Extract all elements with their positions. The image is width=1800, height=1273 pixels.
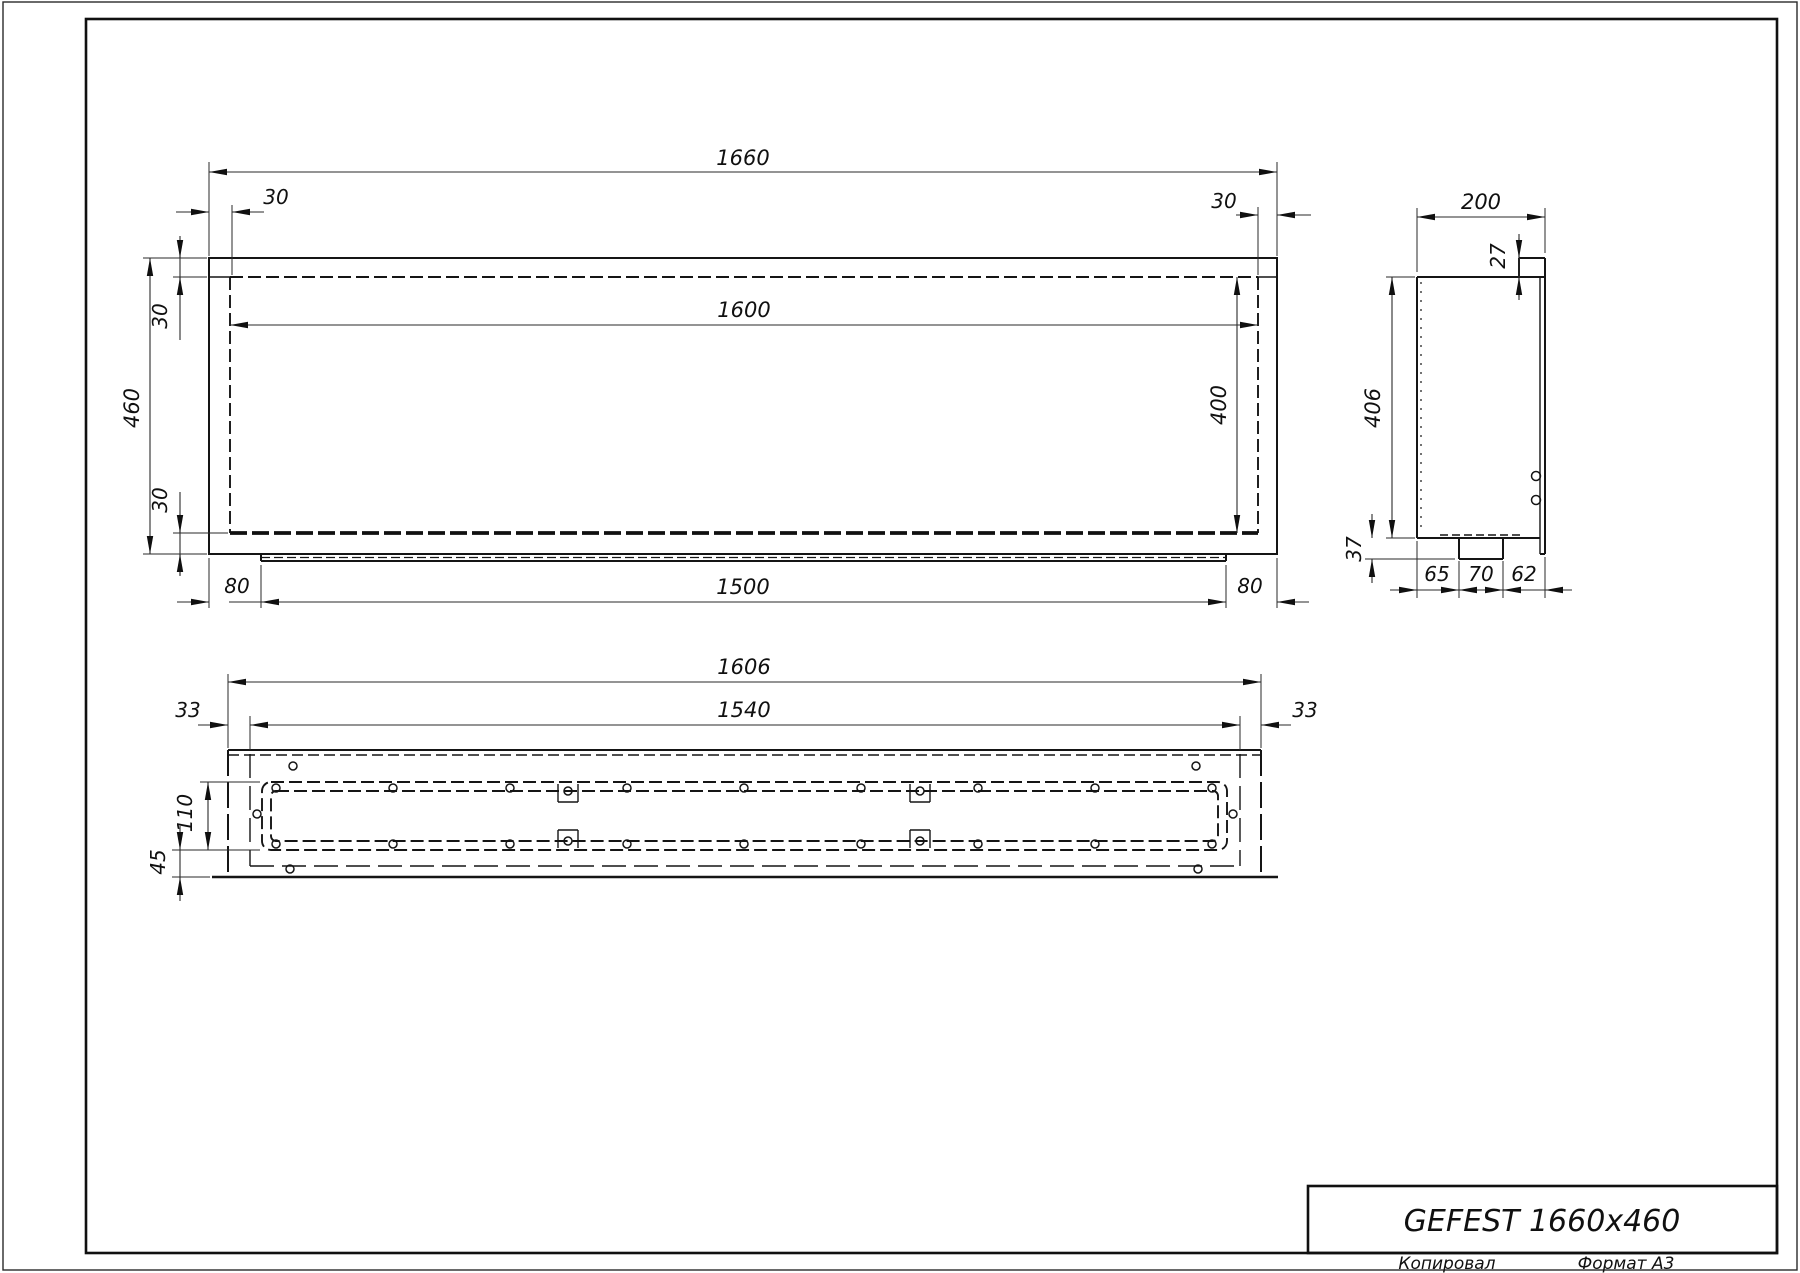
side-view — [1417, 258, 1545, 559]
dim-side-depth: 200 — [1460, 190, 1502, 214]
dim-plan-total-width: 1606 — [717, 655, 771, 679]
dim-front-bottom-slot: 1500 — [716, 575, 770, 599]
plan-view-dimensions — [146, 655, 1318, 901]
dim-front-total-width: 1660 — [716, 146, 770, 170]
slot-pocket-bottom-right — [910, 830, 930, 848]
slot-pocket-top-right — [910, 784, 930, 802]
dim-side-foot-right: 62 — [1511, 562, 1537, 586]
side-view-dimensions — [1342, 190, 1572, 598]
dim-front-total-height: 460 — [120, 387, 144, 429]
dim-side-foot-width: 70 — [1468, 562, 1494, 586]
dim-plan-margin-right: 33 — [1292, 698, 1318, 722]
corner-holes — [253, 762, 1237, 873]
title-block — [1308, 1186, 1777, 1253]
dim-side-foot-height: 37 — [1342, 536, 1366, 562]
front-view-dimensions — [120, 146, 1311, 608]
dim-front-top-offset-right: 30 — [1211, 189, 1237, 213]
dim-front-top-offset-left: 30 — [263, 185, 289, 209]
footer-copied-label: Копировал — [1398, 1254, 1496, 1273]
slot-pocket-top-left — [558, 784, 578, 802]
dim-front-inner-width: 1600 — [717, 298, 771, 322]
slot-pocket-bottom-left — [558, 830, 578, 848]
dim-side-front-lip: 27 — [1486, 243, 1510, 269]
dim-plan-cutout-width: 1540 — [717, 698, 771, 722]
dim-plan-margin-left: 33 — [175, 698, 201, 722]
footer-format-label: Формат А3 — [1577, 1254, 1675, 1273]
dim-front-bottom-band: 30 — [148, 487, 172, 513]
dim-front-opening-height: 400 — [1207, 384, 1231, 426]
dim-front-bottom-offset-left: 80 — [224, 574, 250, 598]
dim-front-top-band: 30 — [148, 303, 172, 329]
dim-side-foot-left: 65 — [1424, 562, 1450, 586]
dim-plan-front-margin: 45 — [146, 849, 170, 875]
dim-side-height: 406 — [1361, 387, 1385, 429]
plan-view — [212, 750, 1278, 877]
dim-plan-slot-depth: 110 — [173, 793, 197, 833]
dim-front-bottom-offset-right: 80 — [1237, 574, 1263, 598]
title-block-name: GEFEST 1660x460 — [1403, 1204, 1681, 1239]
